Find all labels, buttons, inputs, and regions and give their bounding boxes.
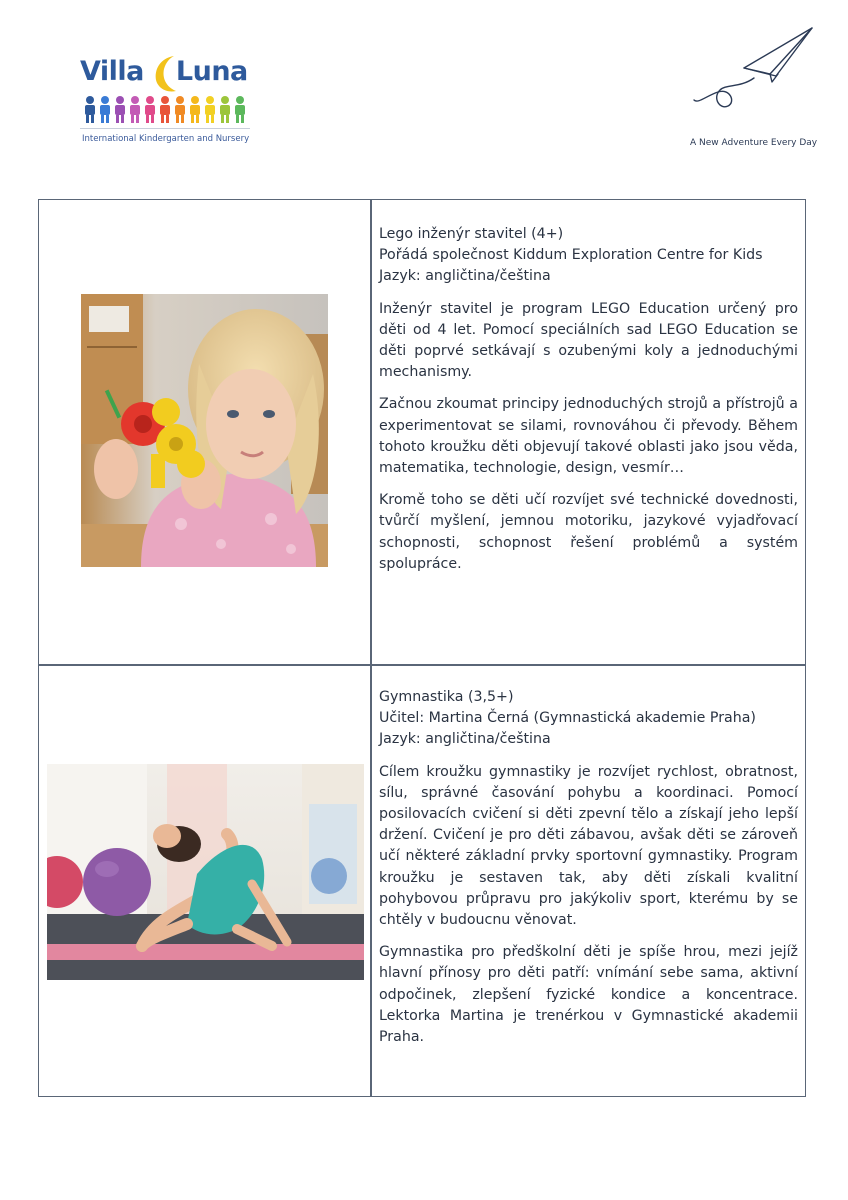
gymnastics-title: Gymnastika (3,5+) — [379, 689, 514, 705]
lego-paragraph-3: Kromě toho se děti učí rozvíjet své technické dovednosti, tvůrčí myšlení, jemnou motoriku, jazykové vyjadřovací schopnosti, schopnost řešení problémů a systém spolupráce. — [379, 492, 798, 572]
gymnastics-teacher: Učitel: Martina Černá (Gymnastická akademie Praha) — [379, 710, 756, 727]
lego-paragraph-1: Inženýr stavitel je program LEGO Education určený pro děti od 4 let. Pomocí speciálních sad LEGO Education se děti poprvé setkávají s ozubenými koly a jednoduchými mechanismy. — [379, 300, 798, 381]
moon-icon — [150, 54, 184, 94]
gymnastics-header-block — [379, 687, 798, 751]
tagline: A New Adventure Every Day — [690, 138, 818, 148]
lego-organizer: Pořádá společnost Kiddum Exploration Centre for Kids — [379, 247, 763, 264]
children-figures-icon — [82, 94, 250, 124]
lego-header-block — [379, 224, 798, 288]
gymnastics-paragraph-1: Cílem kroužku gymnastiky je rozvíjet rychlost, obratnost, sílu, správné časování pohybu a koordinaci. Pomocí posilovacích cvičení si děti zpevní tělo a získají jeho lepší držení. Cvičení je pro děti zábavou, avšak děti se zároveň učí některé základní prvky sportovní gymnastiky. Program kroužku je sestaven tak, aby děti získali kvalitní pohybovou průpravu pro jakýkoliv sport, kterému by se chtěly v budoucnu věnovat. — [379, 763, 798, 929]
gymnastics-language: Jazyk: angličtina/čeština — [379, 731, 551, 748]
row-divider — [39, 664, 805, 666]
lego-paragraph-2: Začnou zkoumat principy jednoduchých strojů a přístrojů a experimentovat se silami, rovnováhou či převody. Během tohoto kroužku děti objevují takové oblasti jako jsou věda, matematika, technologie, design, vesmír… — [379, 396, 798, 477]
gymnastics-girl-photo — [47, 764, 364, 980]
logo-divider — [80, 128, 250, 129]
logo-luna-text: Luna — [175, 56, 248, 87]
lego-activity-text — [379, 224, 798, 586]
lego-girl-photo — [81, 294, 328, 567]
villa-luna-logo — [80, 52, 255, 148]
logo-villa-text: Villa — [80, 56, 144, 87]
lego-language: Jazyk: angličtina/čeština — [379, 268, 551, 285]
gymnastics-activity-text — [379, 687, 798, 1059]
logo-subtitle: International Kindergarten and Nursery — [82, 134, 250, 144]
lego-title: Lego inženýr stavitel (4+) — [379, 226, 564, 242]
gymnastics-paragraph-2: Gymnastika pro předškolní děti je spíše hrou, mezi jejíž hlavní přínosy pro děti patří: vnímání sebe sama, aktivní odpočinek, zlepšení fyzické kondice a koncentrace. Lektorka Martina je trenérkou v Gymnastické akademii Praha. — [379, 944, 798, 1046]
column-divider — [370, 200, 372, 1096]
paper-plane-icon — [690, 26, 818, 130]
